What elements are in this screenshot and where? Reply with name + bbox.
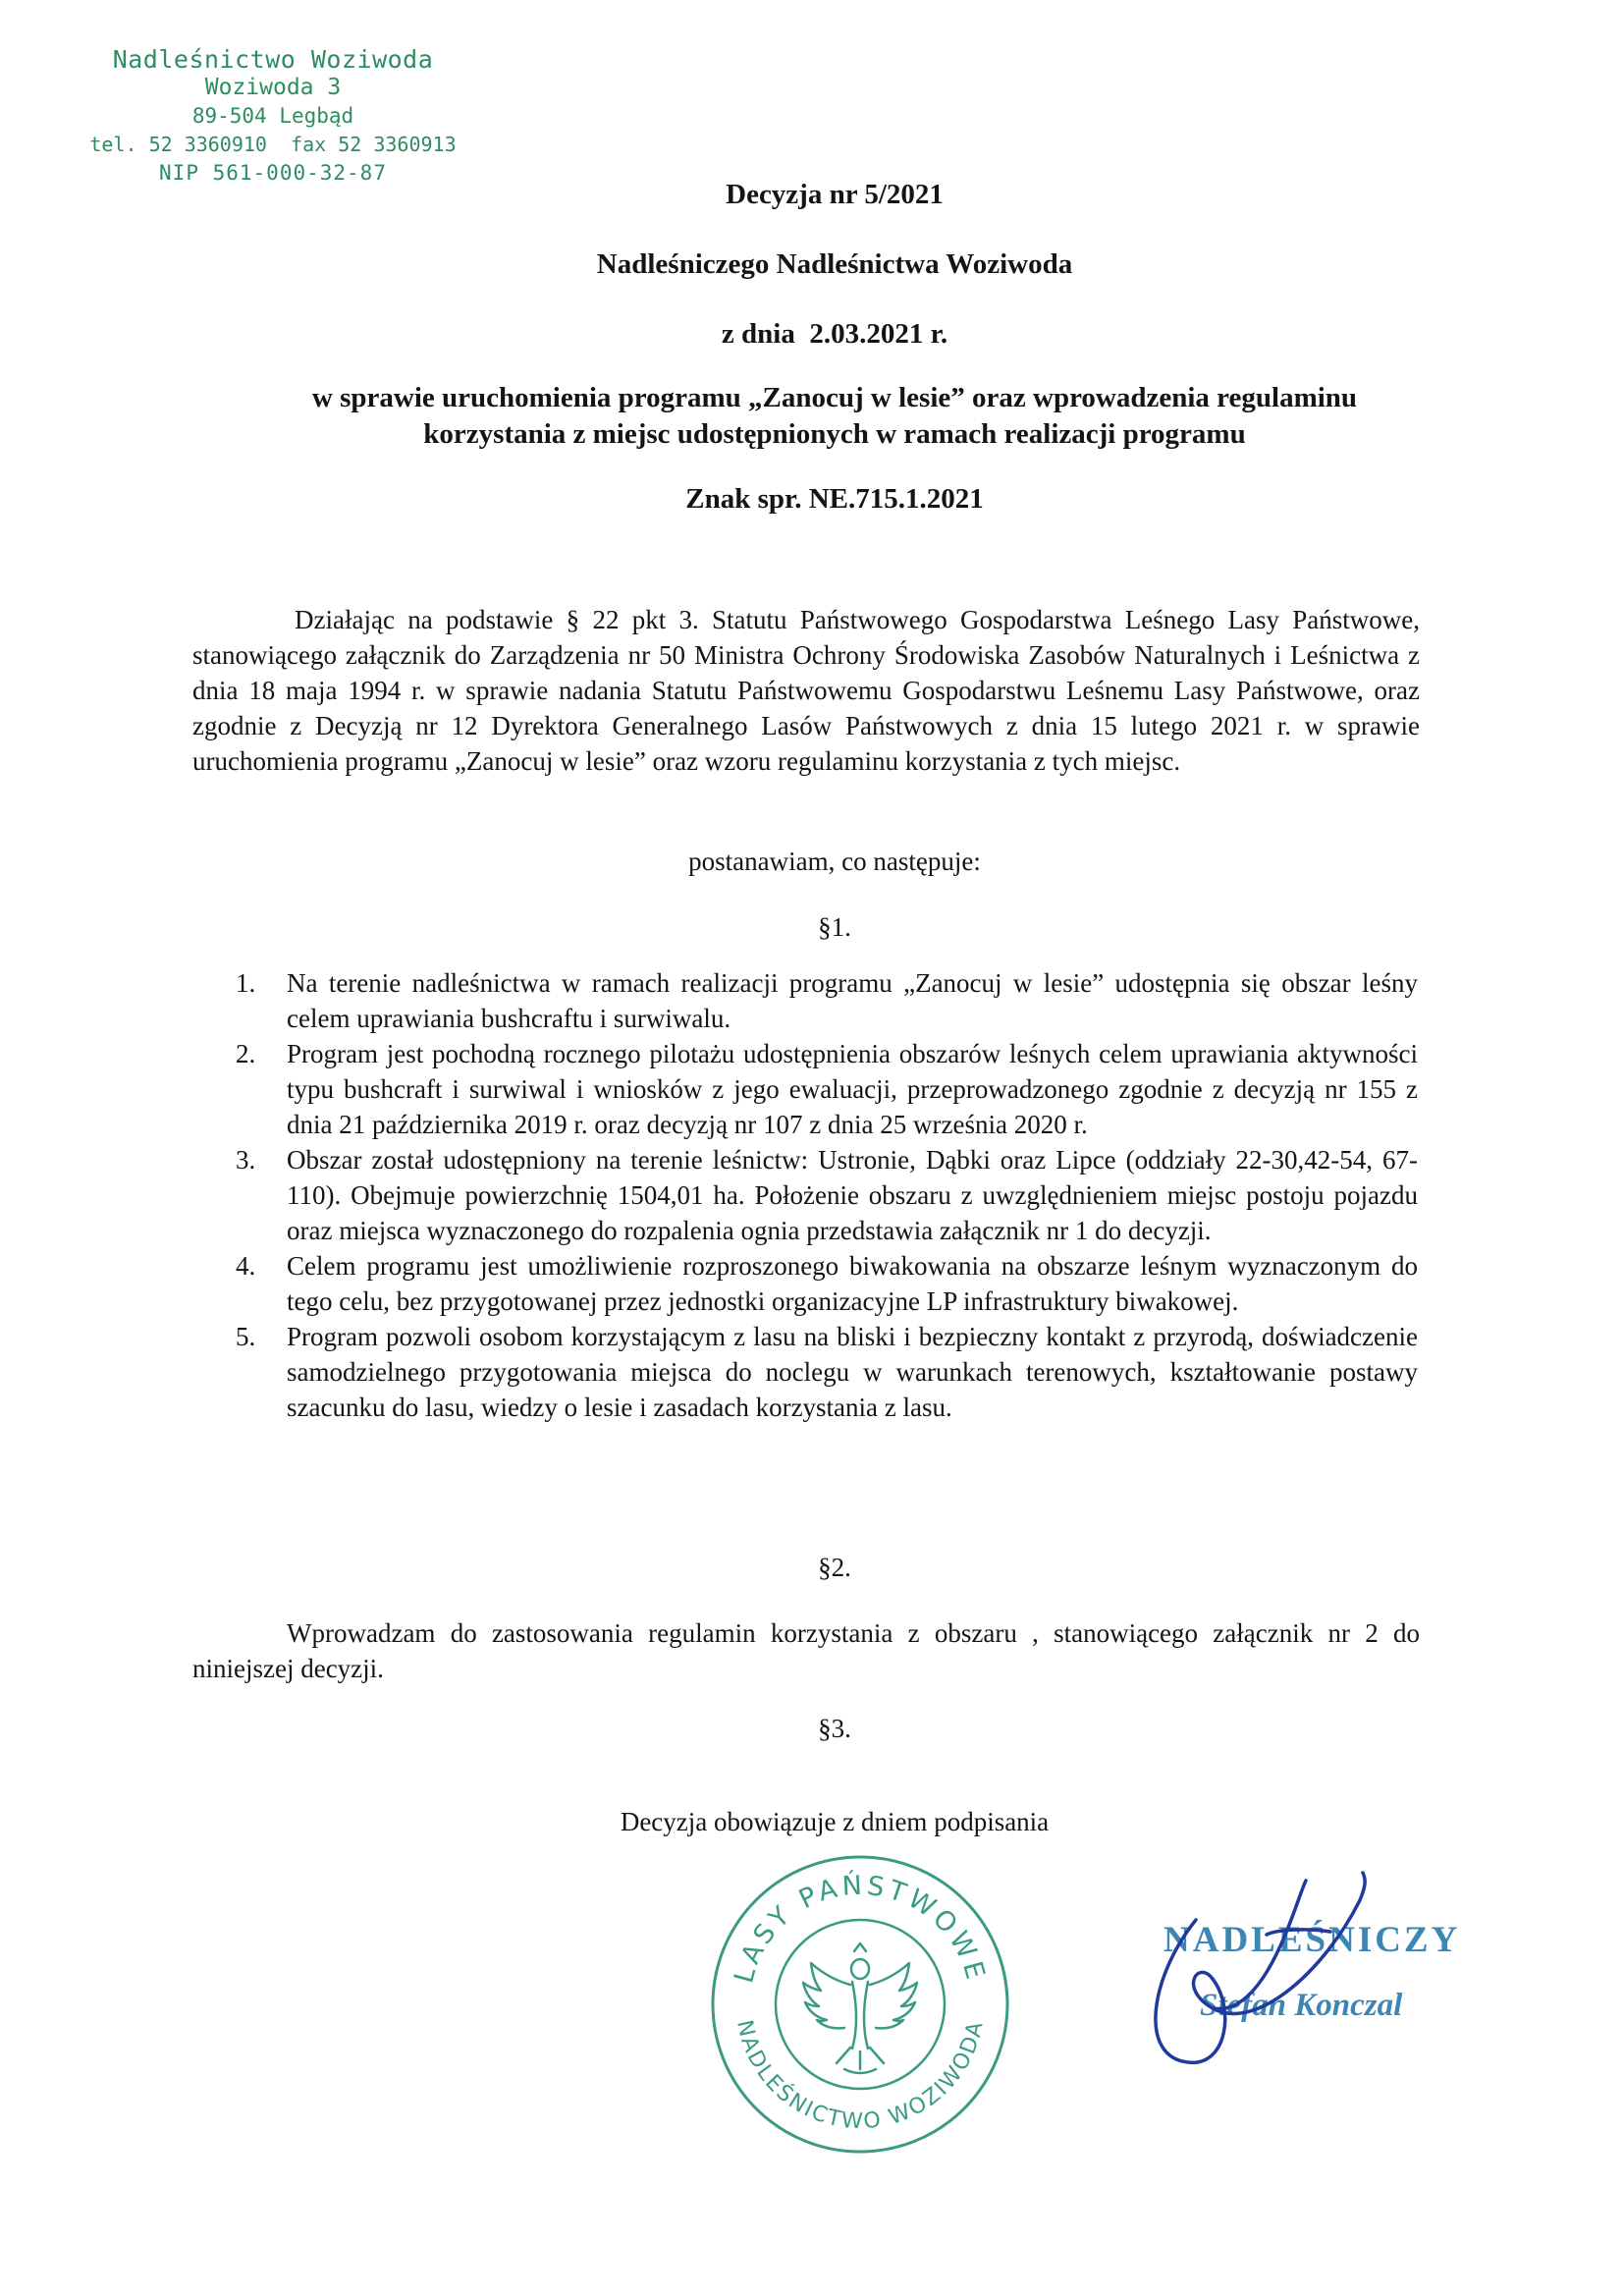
handwritten-signature [1156,1873,1365,2062]
section-1-list [236,965,1418,1425]
section-3-text: Decyzja obowiązuje z dniem podpisania [620,1807,1050,1836]
list-item [236,1319,1418,1425]
intro-paragraph: Działając na podstawie § 22 pkt 3. Statutu Państwowego Gospodarstwa Leśnego Lasy Państwowe, stanowiącego załącznik do Zarządzenia nr 50 Ministra Ochrony Środowiska Zasobów Naturalnych i Leśnictwa z dnia 18 maja 1994 r. w sprawie nadania Statutu Państwowemu Gospodarstwu Leśnemu Lasy Państwowe, oraz zgodnie z Decyzją nr 12 Dyrektora Generalnego Lasów Państwowych z dnia 15 lutego 2021 r. w sprawie uruchomienia programu „Zanocuj w lesie” oraz wzoru regulaminu korzystania z tych miejsc. [192,605,1420,776]
list-item-text: Na terenie nadleśnictwa w ramach realizacji programu „Zanocuj w lesie” udostępnia się obszar leśny celem uprawiania bushcraftu i surwiwalu. [287,968,1418,1033]
signature-stamp [1119,1861,1551,2087]
decision-date: z dnia 2.03.2021 r. [721,318,948,350]
list-item-number: 3. [236,1145,256,1175]
list-item-number: 1. [236,968,256,998]
stamp-address: Woziwoda 3 [204,75,342,100]
decision-number: Decyzja nr 5/2021 [726,179,944,210]
list-item-text: Program jest pochodną rocznego pilotażu udostępnienia obszarów leśnych celem uprawiania aktywności typu bushcraft i surwiwal i wniosków z jego ewaluacji, przeprowadzonego zgodnie z decyzją nr 155 z dnia 21 października 2019 r. oraz decyzją nr 107 z dnia 25 września 2020 r. [287,1039,1418,1139]
stamp-nip: NIP 561-000-32-87 [159,161,387,185]
header-stamp [86,45,460,188]
seal-bottom-text: NADLEŚNICTWO WOZIWODA [731,2017,989,2135]
subject-line-1: w sprawie uruchomienia programu „Zanocuj w lesie” oraz wprowadzenia regulaminu [311,382,1358,413]
case-reference: Znak spr. NE.715.1.2021 [685,483,984,515]
issuer: Nadleśniczego Nadleśnictwa Woziwoda [596,248,1073,280]
seal-top-text: LASY PAŃSTWOWE [729,1870,992,1987]
resolve-line: postanawiam, co następuje: [688,847,981,876]
eagle-emblem-icon [803,1943,917,2073]
official-seal [707,1851,1013,2158]
stamp-office-name: Nadleśnictwo Woziwoda [112,45,434,74]
list-item-text: Celem programu jest umożliwienie rozproszonego biwakowania na obszarze leśnym wyznaczonym do tego celu, bez przygotowanej przez jednostki organizacyjne LP infrastruktury biwakowej. [287,1251,1418,1316]
section-2-paragraph: Wprowadzam do zastosowania regulamin korzystania z obszaru , stanowiącego załącznik nr 2 do niniejszej decyzji. [192,1618,1420,1683]
list-item [236,965,1418,1036]
list-item [236,1142,1418,1248]
svg-text:NADLEŚNICTWO WOZIWODA [731,2018,989,2135]
list-item-number: 2. [236,1039,256,1068]
signature-stamp-graphic [1119,1861,1551,2087]
signature-stamp-name: Stefan Konczal [1200,1988,1403,2023]
official-seal-graphic [707,1851,1013,2158]
stamp-phone: tel. 52 3360910 fax 52 3360913 [89,133,457,156]
list-item-number: 5. [236,1322,256,1351]
list-item [236,1036,1418,1142]
stamp-postal: 89-504 Legbąd [191,104,354,128]
section-2-heading: §2. [818,1553,851,1582]
signature-stamp-title: NADLEŚNICZY [1163,1920,1461,1960]
list-item-number: 4. [236,1251,256,1281]
svg-text:LASY PAŃSTWOWE [729,1870,991,1987]
list-item-text: Program pozwoli osobom korzystającym z lasu na bliski i bezpieczny kontakt z przyrodą, doświadczenie samodzielnego przygotowania miejsca do noclegu w warunkach terenowych, kształtowanie postawy szacunku do lasu, wiedzy o lesie i zasadach korzystania z lasu. [287,1322,1418,1422]
section-3-heading: §3. [818,1714,851,1743]
list-item [236,1248,1418,1319]
section-1-heading: §1. [818,912,851,942]
subject-line-2: korzystania z miejsc udostępnionych w ramach realizacji programu [423,418,1246,450]
list-item-text: Obszar został udostępniony na terenie leśnictw: Ustronie, Dąbki oraz Lipce (oddziały 22-30,42-54, 67-110). Obejmuje powierzchnię 1504,01 ha. Położenie obszaru z uwzględnieniem miejsc postoju pojazdu oraz miejsca wyznaczonego do rozpalenia ognia przedstawia załącznik nr 1 do decyzji. [287,1145,1418,1245]
